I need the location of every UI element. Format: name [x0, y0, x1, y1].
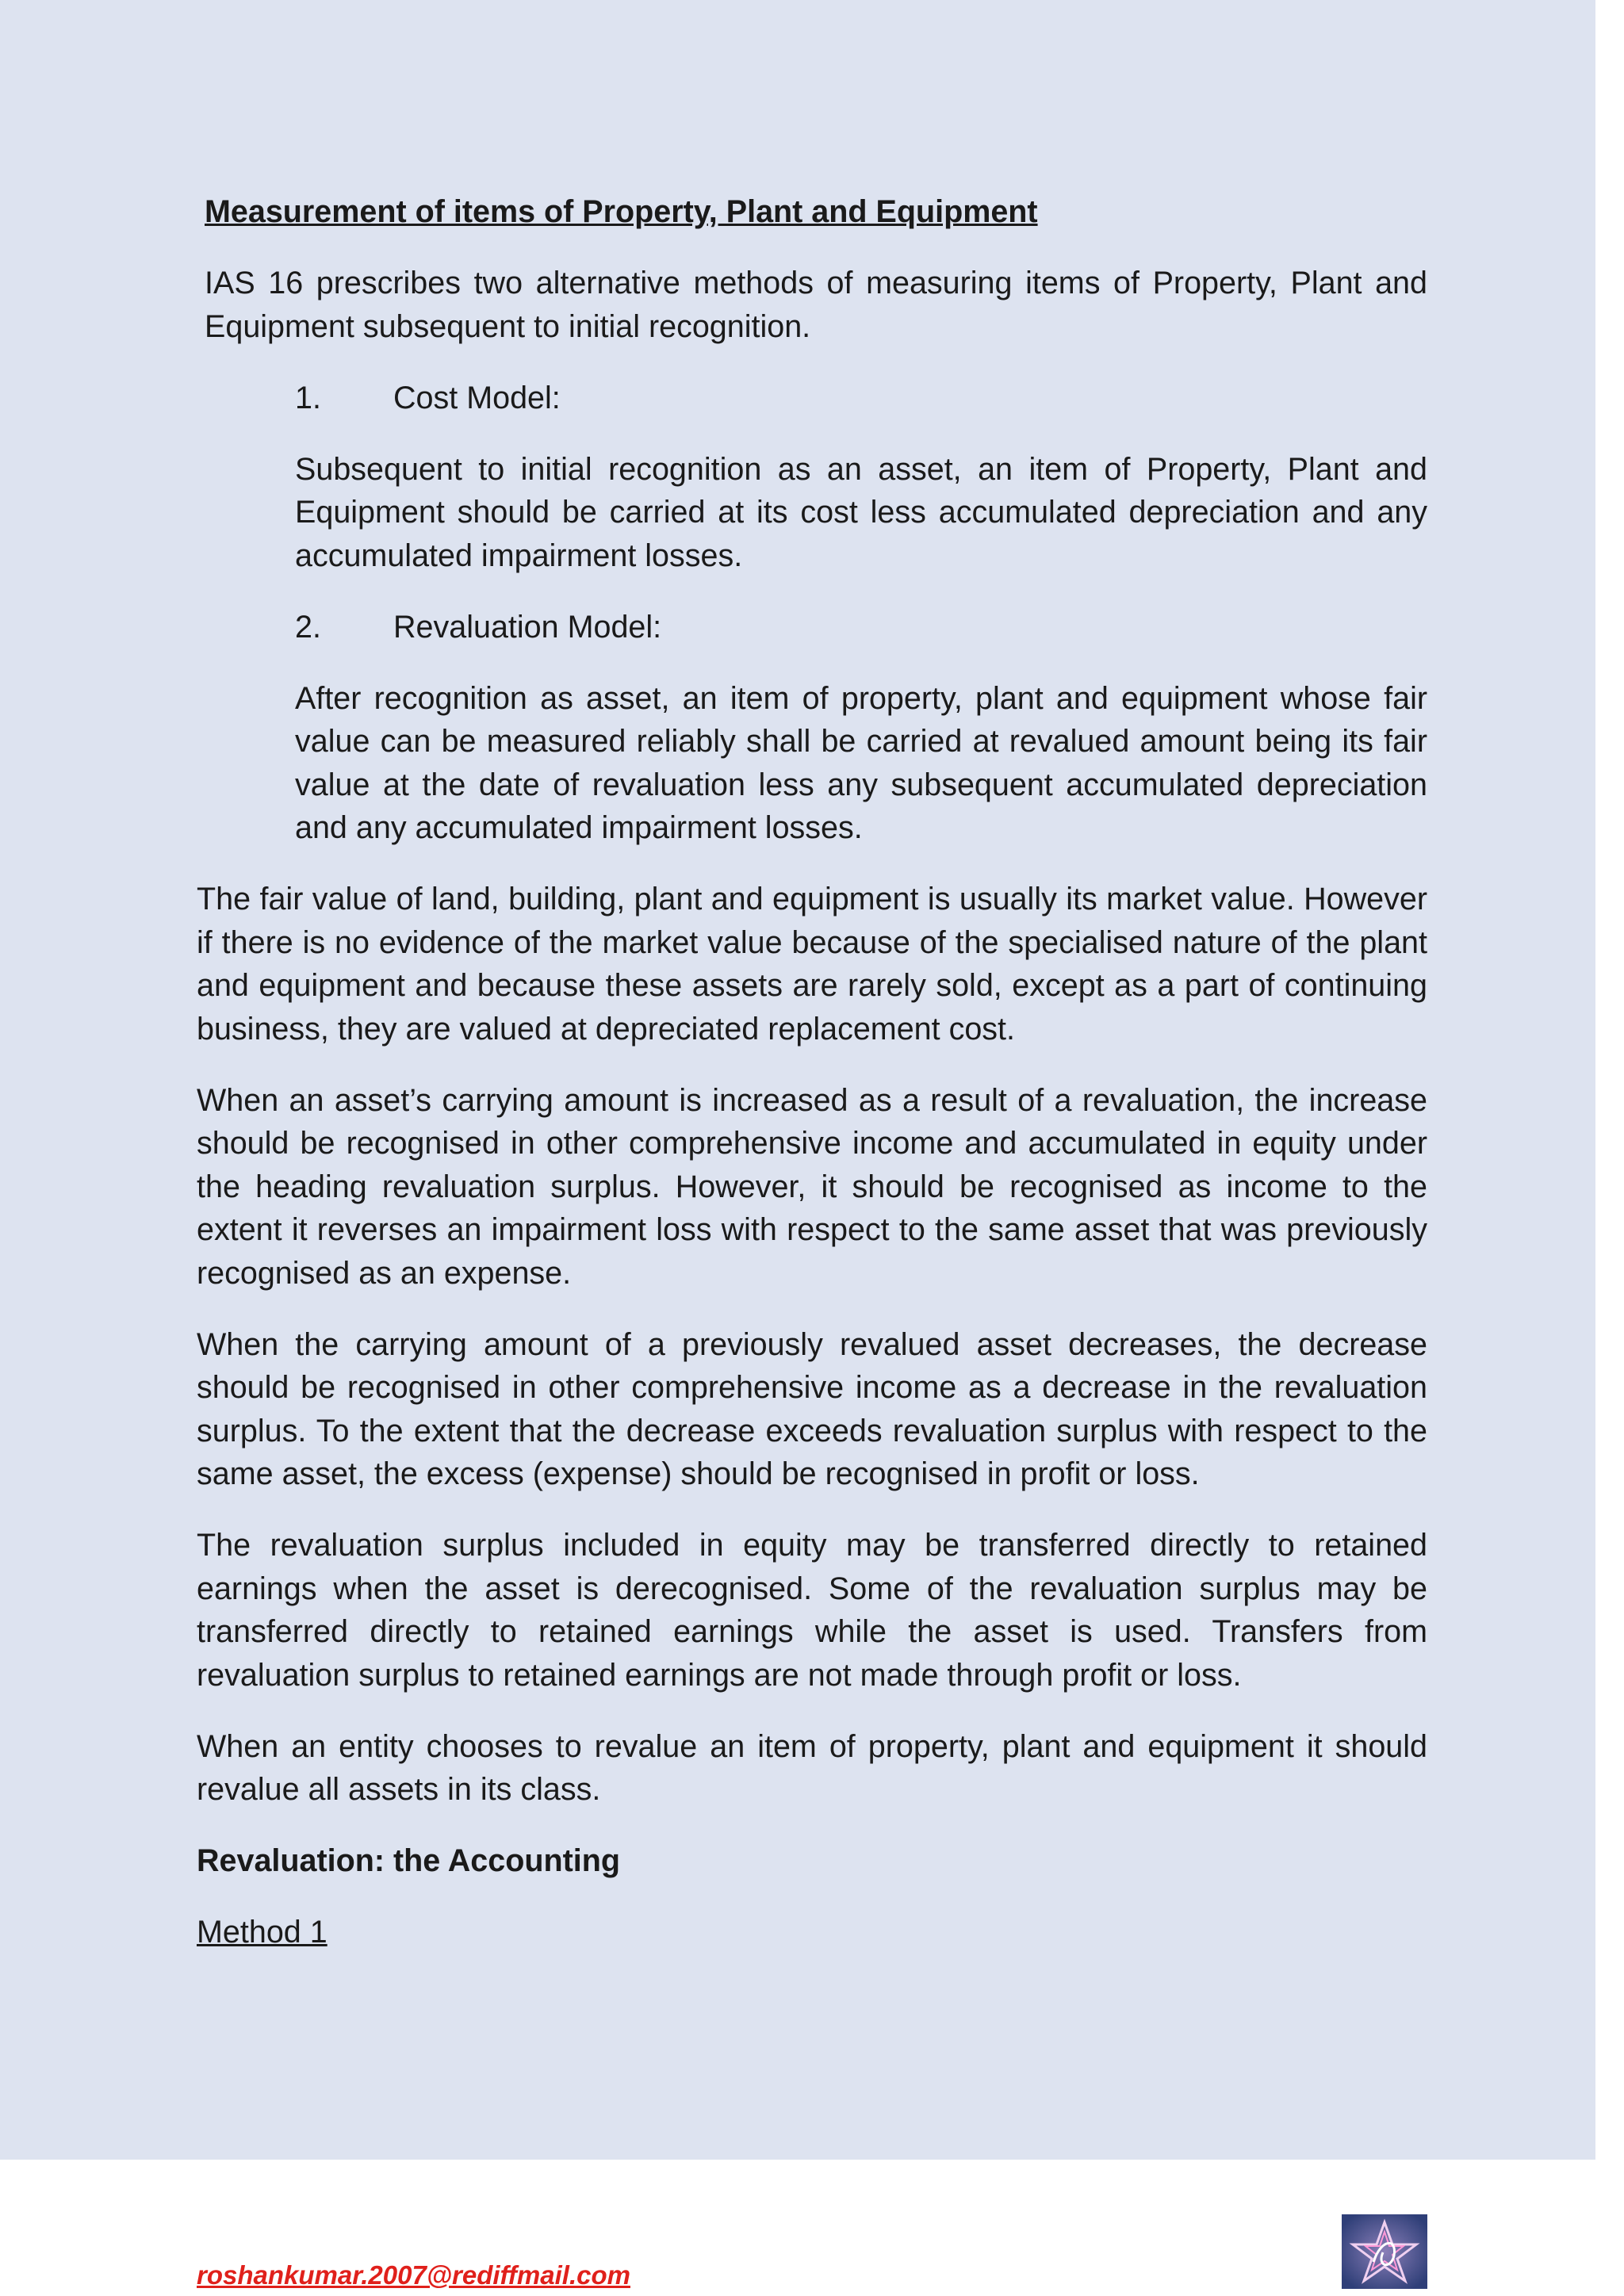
footer-email-link[interactable]: roshankumar.2007@rediffmail.com — [197, 2260, 630, 2290]
list-label: Revaluation Model: — [393, 609, 662, 645]
star-emblem-icon — [1342, 2214, 1427, 2289]
subheading: Revaluation: the Accounting — [197, 1843, 621, 1878]
revaluation-model-text: After recognition as asset, an item of property, plant and equipment whose fair value can be measured reliably shall be carried at revalued amount being its fair value at the date of revaluation less any subsequent accumulated depreciation and any accumulated impairment losses. — [295, 680, 1427, 845]
list-number: 2. — [295, 609, 321, 645]
section-heading: Measurement of items of Property, Plant and Equipment — [205, 194, 1038, 229]
paragraph-surplus-transfer: The revaluation surplus included in equity may be transferred directly to retained earnings when the asset is derecognised. Some of the revaluation surplus may be transferred directly to retained earnings while the asset is used. Transfers from revaluation surplus to retained earnings are not made through profit or loss. — [197, 1528, 1427, 1693]
cost-model-text: Subsequent to initial recognition as an asset, an item of Property, Plant and Equipment should be carried at its cost less accumulated depreciation and any accumulated impairment losses. — [295, 451, 1427, 573]
intro-paragraph: IAS 16 prescribes two alternative methods of measuring items of Property, Plant and Equipment subsequent to initial recognition. — [205, 266, 1427, 344]
paragraph-fair-value: The fair value of land, building, plant and equipment is usually its market value. However if there is no evidence of the market value because of the specialised nature of the plant and equipment and because these assets are rarely sold, except as a part of continuing business, they are valued at depreciated replacement cost. — [197, 882, 1427, 1047]
method-label: Method 1 — [197, 1915, 327, 1950]
method-item-cost — [295, 377, 1427, 420]
list-label: Cost Model: — [393, 380, 561, 415]
list-number: 1. — [295, 380, 321, 415]
paragraph-decrease: When the carrying amount of a previously revalued asset decreases, the decrease should be recognised in other comprehensive income as a decrease in the revaluation surplus. To the extent that the decrease exceeds revaluation surplus with respect to the same asset, the excess (expense) should be recognised in profit or loss. — [197, 1326, 1427, 1491]
paragraph-class-revaluation: When an entity chooses to revalue an item of property, plant and equipment it should revalue all assets in its class. — [197, 1728, 1427, 1807]
method-item-revaluation — [295, 606, 1427, 649]
paragraph-increase: When an asset’s carrying amount is increased as a result of a revaluation, the increase should be recognised in other comprehensive income and accumulated in equity under the heading revaluation surplus. However, it should be recognised as income to the extent it reverses an impairment loss with respect to the same asset that was previously recognised as an expense. — [197, 1082, 1427, 1291]
document-body — [197, 190, 1427, 1982]
page-margin-strip — [1595, 0, 1624, 2160]
